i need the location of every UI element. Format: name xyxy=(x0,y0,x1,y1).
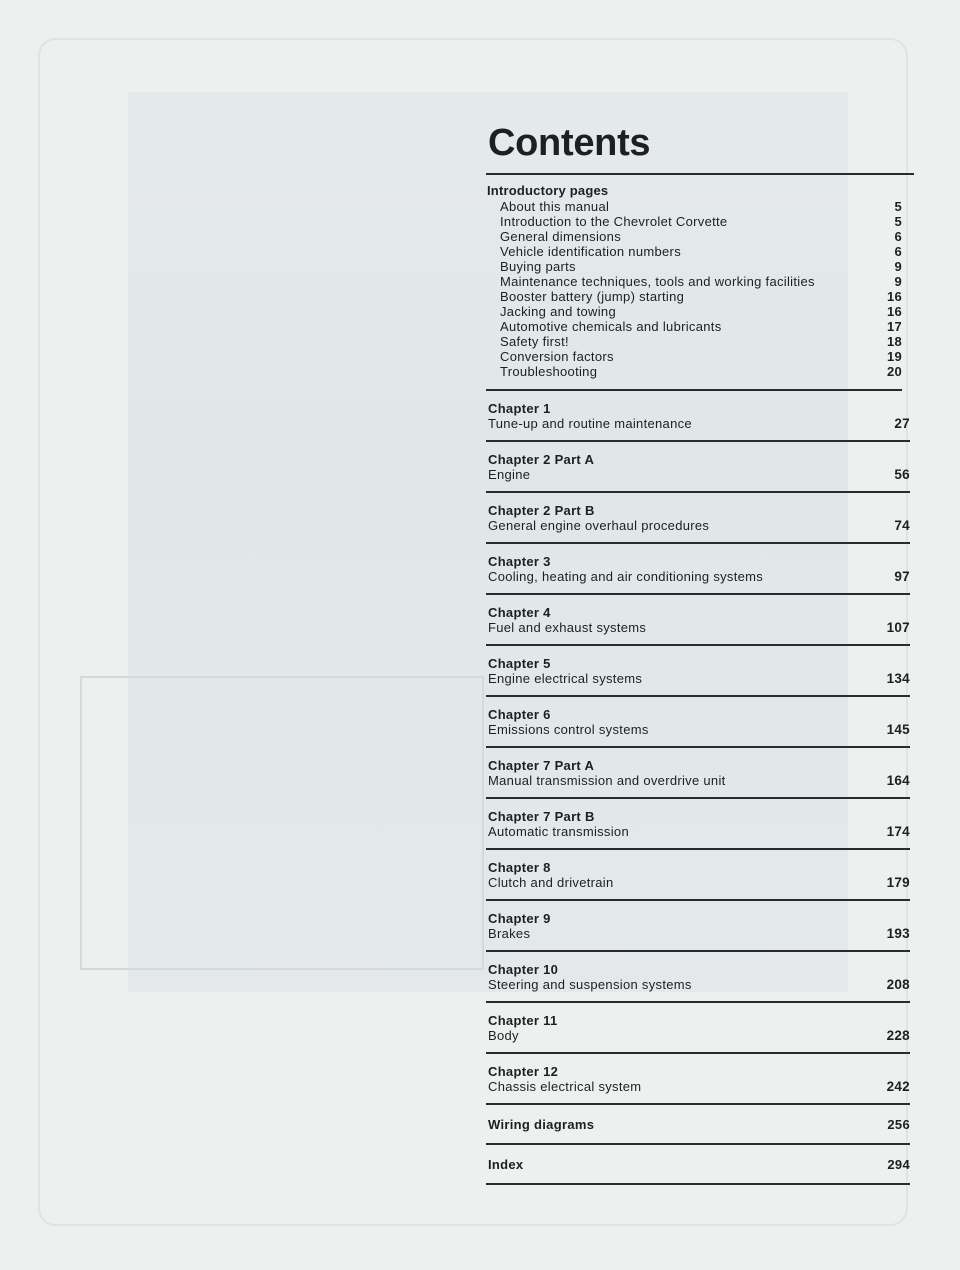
chapter-page: 164 xyxy=(886,773,910,788)
chapter-page: 56 xyxy=(894,467,910,482)
introductory-pages-section xyxy=(486,175,902,391)
toc-item-page: 9 xyxy=(894,259,902,274)
chapter-page: 107 xyxy=(886,620,910,635)
toc-item-page: 16 xyxy=(886,304,902,319)
chapter-entry xyxy=(486,901,910,952)
toc-item-page: 6 xyxy=(894,229,902,244)
chapter-number: Chapter 12 xyxy=(488,1064,559,1079)
toc-item-page: 5 xyxy=(894,214,902,229)
chapter-label: Engine xyxy=(488,467,531,482)
chapter-label: Fuel and exhaust systems xyxy=(488,620,647,635)
toc-item-label: Conversion factors xyxy=(500,349,614,364)
chapter-label: Clutch and drivetrain xyxy=(488,875,614,890)
chapter-number: Chapter 7 Part B xyxy=(488,809,595,824)
chapter-page: 27 xyxy=(894,416,910,431)
chapter-entry xyxy=(486,391,910,442)
toc-item xyxy=(486,364,902,379)
chapter-number: Chapter 6 xyxy=(488,707,551,722)
chapter-number: Chapter 11 xyxy=(488,1013,558,1028)
chapter-entry xyxy=(486,697,910,748)
chapter-label: Chassis electrical system xyxy=(488,1079,642,1094)
toc-item-label: Safety first! xyxy=(500,334,569,349)
chapter-entry xyxy=(486,493,910,544)
toc-item xyxy=(486,304,902,319)
chapter-page: 179 xyxy=(886,875,910,890)
chapter-page: 145 xyxy=(886,722,910,737)
toc-item xyxy=(486,244,902,259)
chapter-label: Cooling, heating and air conditioning systems xyxy=(488,569,764,584)
chapter-label: Tune-up and routine maintenance xyxy=(488,416,692,431)
chapter-entry xyxy=(486,442,910,493)
chapter-label: Automatic transmission xyxy=(488,824,629,839)
chapter-entry xyxy=(486,799,910,850)
chapter-number: Chapter 9 xyxy=(488,911,551,926)
index-label: Index xyxy=(488,1157,524,1172)
toc-item xyxy=(486,274,902,289)
wiring-diagrams-entry xyxy=(486,1105,910,1145)
toc-item xyxy=(486,199,902,214)
chapter-label: Manual transmission and overdrive unit xyxy=(488,773,726,788)
wiring-diagrams-page: 256 xyxy=(887,1117,910,1132)
toc-item xyxy=(486,289,902,304)
toc-item xyxy=(486,334,902,349)
chapter-label: Steering and suspension systems xyxy=(488,977,692,992)
toc-item-label: Booster battery (jump) starting xyxy=(500,289,685,304)
toc-item xyxy=(486,229,902,244)
chapter-page: 228 xyxy=(886,1028,910,1043)
chapter-page: 74 xyxy=(894,518,910,533)
toc-item-page: 6 xyxy=(894,244,902,259)
chapter-number: Chapter 8 xyxy=(488,860,551,875)
chapter-number: Chapter 3 xyxy=(488,554,551,569)
toc-item-page: 18 xyxy=(886,334,902,349)
chapter-label: Emissions control systems xyxy=(488,722,649,737)
bleed-through-box xyxy=(80,676,484,970)
toc-item-label: Troubleshooting xyxy=(500,364,598,379)
toc-item xyxy=(486,349,902,364)
chapter-number: Chapter 2 Part B xyxy=(488,503,595,518)
chapter-page: 193 xyxy=(886,926,910,941)
introductory-pages-heading: Introductory pages xyxy=(487,183,609,198)
chapter-page: 242 xyxy=(886,1079,910,1094)
chapter-entry xyxy=(486,850,910,901)
chapter-page: 134 xyxy=(886,671,910,686)
page-title: Contents xyxy=(486,118,914,175)
chapter-entry xyxy=(486,595,910,646)
toc-item xyxy=(486,259,902,274)
index-entry xyxy=(486,1145,910,1185)
chapter-entry xyxy=(486,952,910,1003)
chapter-page: 208 xyxy=(886,977,910,992)
chapter-entry xyxy=(486,1054,910,1105)
toc-item-page: 20 xyxy=(886,364,902,379)
chapter-entry xyxy=(486,544,910,595)
toc-item-page: 19 xyxy=(886,349,902,364)
chapter-label: Engine electrical systems xyxy=(488,671,643,686)
chapter-number: Chapter 2 Part A xyxy=(488,452,595,467)
chapter-entry xyxy=(486,1003,910,1054)
toc-item-page: 9 xyxy=(894,274,902,289)
toc-item-label: Automotive chemicals and lubricants xyxy=(500,319,722,334)
chapter-number: Chapter 4 xyxy=(488,605,551,620)
chapter-label: Body xyxy=(488,1028,519,1043)
toc-item-label: Buying parts xyxy=(500,259,576,274)
chapter-number: Chapter 5 xyxy=(488,656,551,671)
chapter-page: 97 xyxy=(894,569,910,584)
contents-section xyxy=(486,118,914,1185)
toc-item-label: Maintenance techniques, tools and working facilities xyxy=(500,274,815,289)
index-page: 294 xyxy=(887,1157,910,1172)
chapter-label: Brakes xyxy=(488,926,531,941)
chapter-list xyxy=(486,391,910,1185)
toc-item-label: Vehicle identification numbers xyxy=(500,244,681,259)
chapter-label: General engine overhaul procedures xyxy=(488,518,710,533)
wiring-diagrams-label: Wiring diagrams xyxy=(488,1117,595,1132)
toc-item xyxy=(486,214,902,229)
chapter-entry xyxy=(486,646,910,697)
toc-item-label: Jacking and towing xyxy=(500,304,616,319)
chapter-number: Chapter 1 xyxy=(488,401,551,416)
chapter-page: 174 xyxy=(886,824,910,839)
chapter-entry xyxy=(486,748,910,799)
toc-item-label: Introduction to the Chevrolet Corvette xyxy=(500,214,728,229)
toc-item-label: About this manual xyxy=(500,199,610,214)
chapter-number: Chapter 10 xyxy=(488,962,559,977)
toc-item-page: 16 xyxy=(886,289,902,304)
toc-item-page: 5 xyxy=(894,199,902,214)
toc-item-label: General dimensions xyxy=(500,229,622,244)
toc-item xyxy=(486,319,902,334)
toc-item-page: 17 xyxy=(886,319,902,334)
chapter-number: Chapter 7 Part A xyxy=(488,758,595,773)
